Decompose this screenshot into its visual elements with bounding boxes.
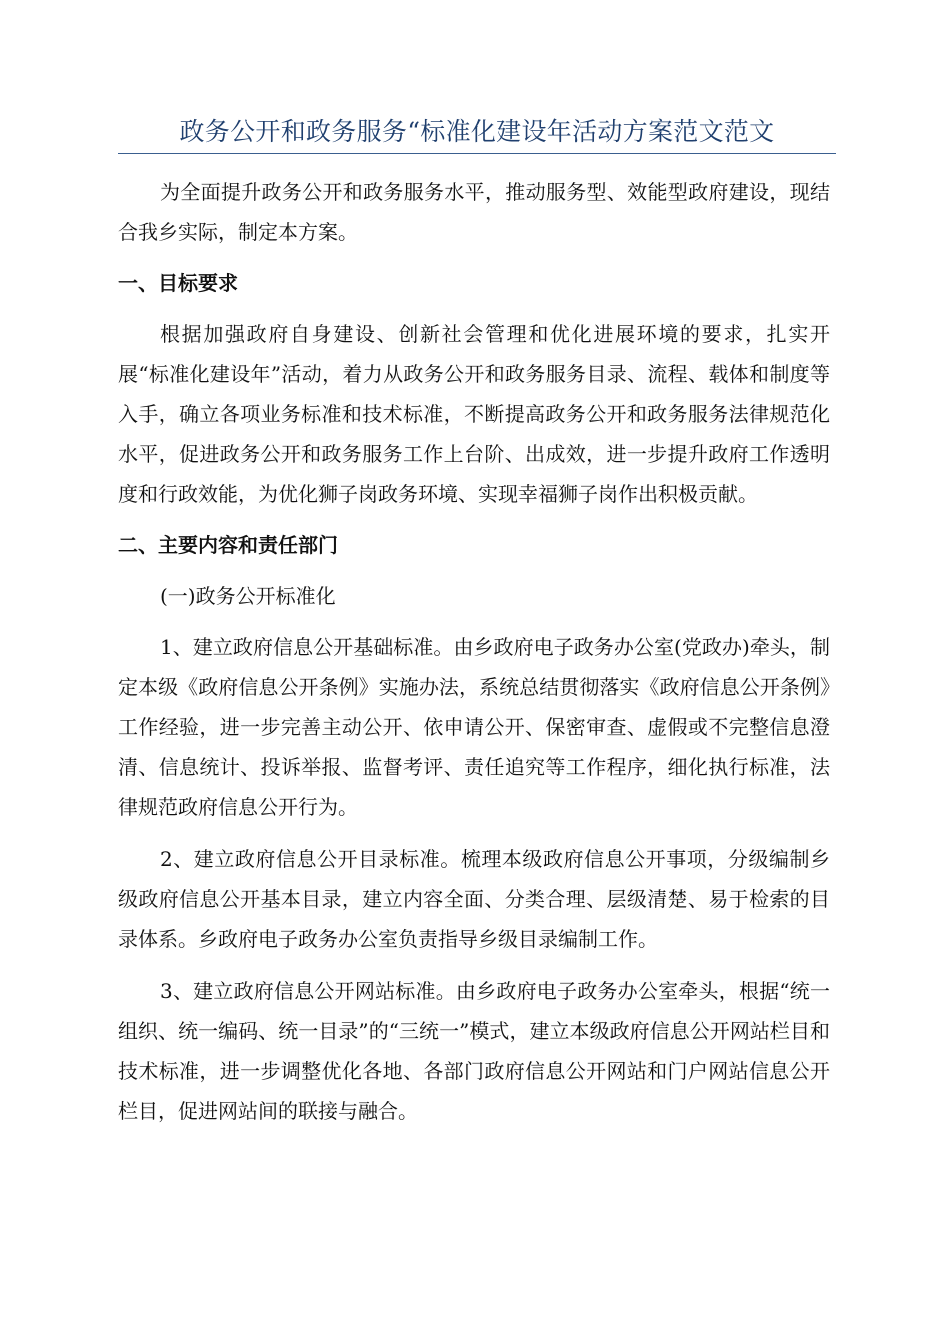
document-title: 政务公开和政务服务“标准化建设年活动方案范文范文	[179, 117, 775, 146]
item-paragraph-1: 1、建立政府信息公开基础标准。由乡政府电子政务办公室(党政办)牵头，制定本级《政府信息公开条例》实施办法，系统总结贯彻落实《政府信息公开条例》工作经验，进一步完善主动公开、依申请公开、保密审查、虚假或不完整信息澄清、信息统计、投诉举报、监督考评、责任追究等工作程序，细化执行标准，法律规范政府信息公开行为。	[118, 635, 830, 819]
goals-paragraph: 根据加强政府自身建设、创新社会管理和优化进展环境的要求，扎实开展“标准化建设年”活动，着力从政务公开和政务服务目录、流程、载体和制度等入手，确立各项业务标准和技术标准，不断提高政务公开和政务服务法律规范化水平，促进政务公开和政务服务工作上台阶、出成效，进一步提升政府工作透明度和行政效能，为优化狮子岗政务环境、实现幸福狮子岗作出积极贡献。	[118, 322, 830, 506]
item-paragraph-2: 2、建立政府信息公开目录标准。梳理本级政府信息公开事项，分级编制乡级政府信息公开基本目录，建立内容全面、分类合理、层级清楚、易于检索的目录体系。乡政府电子政务办公室负责指导乡级目录编制工作。	[118, 847, 830, 951]
subsection-heading-publicity: (一)政务公开标准化	[160, 584, 336, 608]
document-body	[118, 172, 830, 1131]
section-heading-content: 二、主要内容和责任部门	[118, 533, 338, 557]
intro-paragraph: 为全面提升政务公开和政务服务水平，推动服务型、效能型政府建设，现结合我乡实际，制定本方案。	[118, 180, 830, 244]
section-heading-goals: 一、目标要求	[118, 271, 238, 295]
title-underline	[118, 153, 836, 154]
item-paragraph-3: 3、建立政府信息公开网站标准。由乡政府电子政务办公室牵头，根据“统一组织、统一编码、统一目录”的“三统一”模式，建立本级政府信息公开网站栏目和技术标准，进一步调整优化各地、各部门政府信息公开网站和门户网站信息公开栏目，促进网站间的联接与融合。	[118, 979, 830, 1123]
